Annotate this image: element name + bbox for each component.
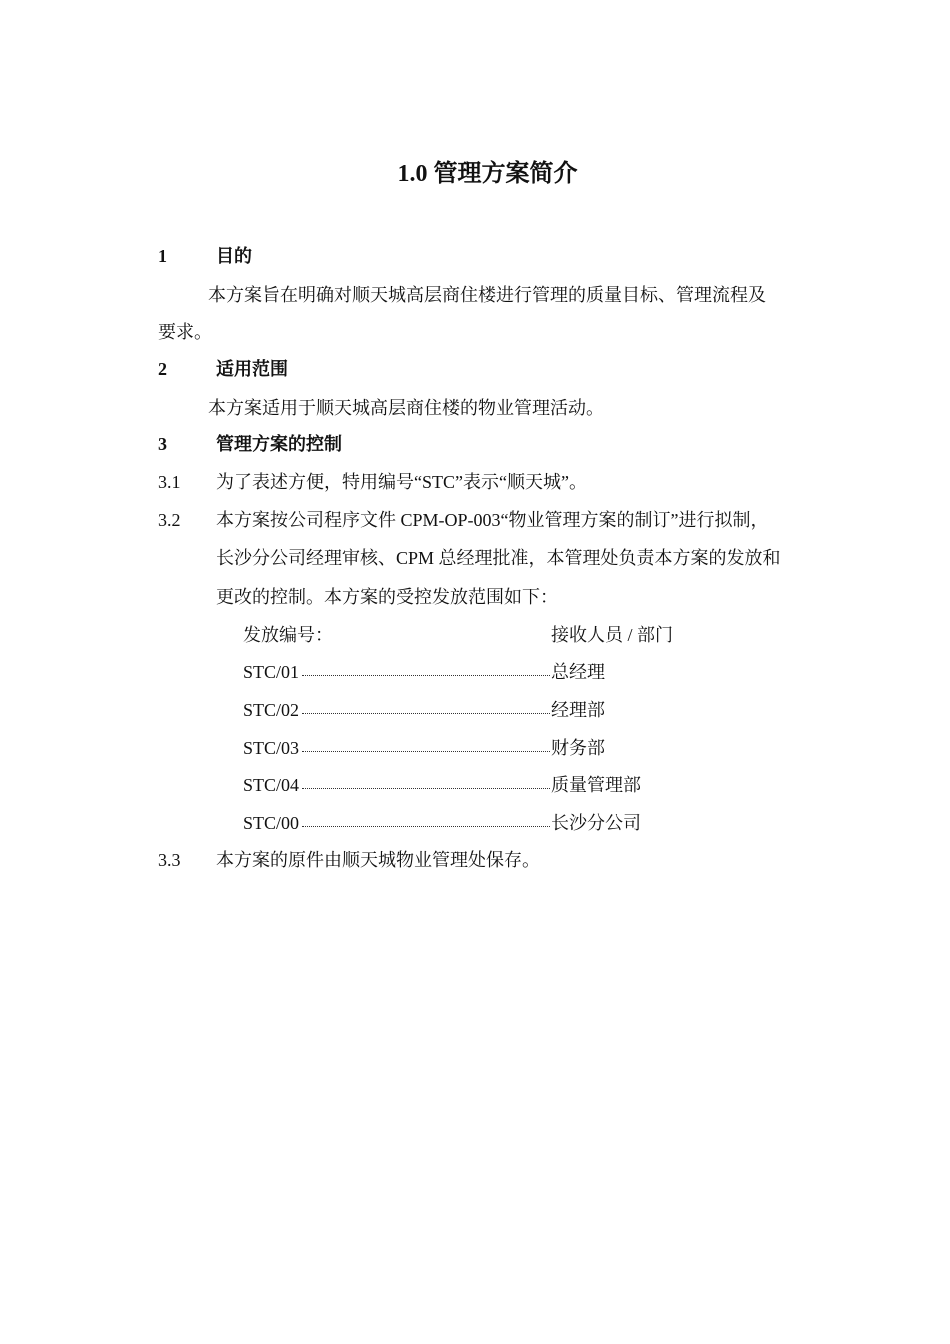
section-heading: 管理方案的控制 [216, 434, 342, 454]
distribution-code: STC/01 [243, 662, 300, 682]
distribution-code: STC/00 [243, 813, 300, 833]
distribution-recipient: 经理部 [551, 700, 605, 720]
distribution-recipient: 总经理 [551, 662, 605, 682]
paragraph-text: 本方案适用于顺天城高层商住楼的物业管理活动。 [208, 398, 604, 418]
distribution-code: STC/04 [243, 775, 300, 795]
item-number: 3.1 [158, 472, 181, 492]
section-heading: 目的 [216, 246, 252, 266]
distribution-recipient-header: 接收人员 / 部门 [551, 625, 674, 645]
distribution-recipient: 长沙分公司 [551, 813, 641, 833]
item-text: 为了表述方便，特用编号“STC”表示“顺天城”。 [216, 472, 587, 492]
leader-dots [302, 826, 550, 827]
section-number: 1 [158, 246, 167, 266]
section-heading: 适用范围 [216, 359, 288, 379]
distribution-code-header: 发放编号： [243, 625, 333, 645]
paragraph-text: 本方案旨在明确对顺天城高层商住楼进行管理的质量目标、管理流程及 [208, 285, 766, 305]
item-text: 本方案按公司程序文件 CPM-OP-003“物业管理方案的制订”进行拟制， [216, 510, 769, 530]
distribution-code: STC/02 [243, 700, 300, 720]
distribution-recipient: 财务部 [551, 738, 605, 758]
leader-dots [302, 751, 550, 752]
section-number: 3 [158, 434, 167, 454]
item-text: 更改的控制。本方案的受控发放范围如下： [216, 587, 558, 607]
section-number: 2 [158, 359, 167, 379]
leader-dots [302, 713, 550, 714]
item-number: 3.3 [158, 850, 181, 870]
paragraph-text: 要求。 [158, 322, 212, 342]
item-number: 3.2 [158, 510, 181, 530]
item-text: 长沙分公司经理审核、CPM 总经理批准，本管理处负责本方案的发放和 [216, 548, 781, 568]
leader-dots [302, 788, 550, 789]
page-title: 1.0 管理方案简介 [397, 161, 578, 187]
distribution-code: STC/03 [243, 738, 300, 758]
item-text: 本方案的原件由顺天城物业管理处保存。 [216, 850, 540, 870]
distribution-recipient: 质量管理部 [551, 775, 641, 795]
leader-dots [302, 675, 550, 676]
